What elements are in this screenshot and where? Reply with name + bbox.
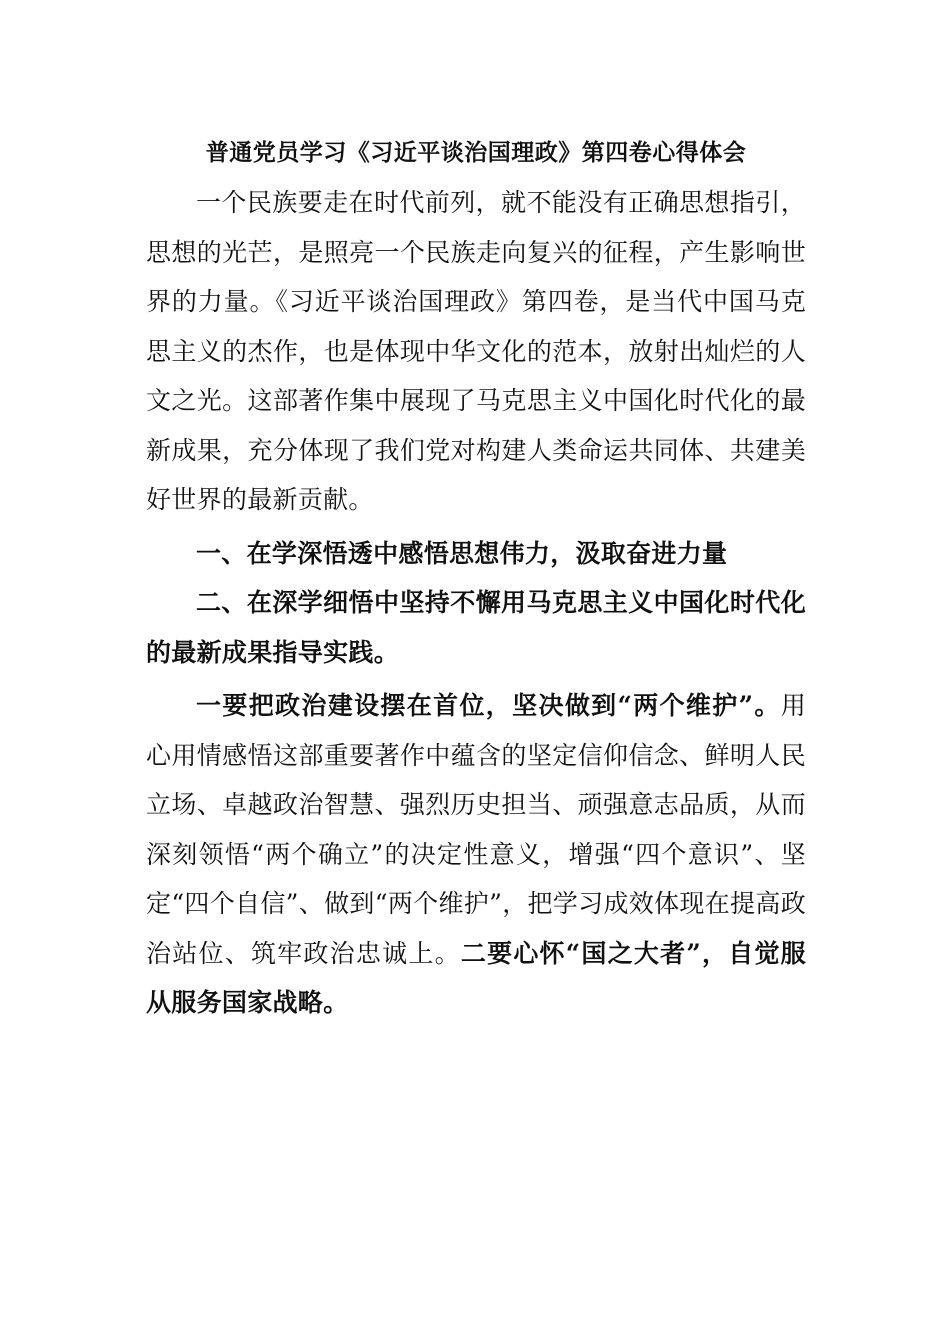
- paragraph-bold-lead: 一要把政治建设摆在首位，坚决做到“两个维护”。: [196, 691, 781, 720]
- section-heading-2: 二、在深学细悟中坚持不懈用马克思主义中国化时代化的最新成果指导实践。: [146, 588, 806, 667]
- document-title: 普通党员学习《习近平谈治国理政》第四卷心得体会: [205, 139, 747, 166]
- paragraph-body: 用心用情感悟这部重要著作中蕴含的坚定信仰信念、鲜明人民立场、卓越政治智慧、强烈历史担当、顽强意志品质，从而深刻领悟“两个确立”的决定性意义，增强“四个意识”、坚定“四个自信”、做到“两个维护”，把学习成效体现在提高政治站位、筑牢政治忠诚上。: [146, 691, 806, 968]
- section-heading-1: 一、在学深悟透中感悟思想伟力，汲取奋进力量: [196, 538, 728, 568]
- paragraph-bold-tail: 二要心怀“国之大者”，自觉服从服务国家战略。: [146, 938, 806, 1017]
- intro-paragraph: 一个民族要走在时代前列，就不能没有正确思想指引，思想的光芒，是照亮一个民族走向复兴的征程，产生影响世界的力量。《习近平谈治国理政》第四卷，是当代中国马克思主义的杰作，也是体现中华文化的范本，放射出灿烂的人文之光。这部著作集中展现了马克思主义中国化时代化的最新成果，充分体现了我们党对构建人类命运共同体、共建美好世界的最新贡献。: [146, 188, 806, 514]
- document-page: [146, 128, 806, 1028]
- section-2-paragraph: [146, 681, 806, 1028]
